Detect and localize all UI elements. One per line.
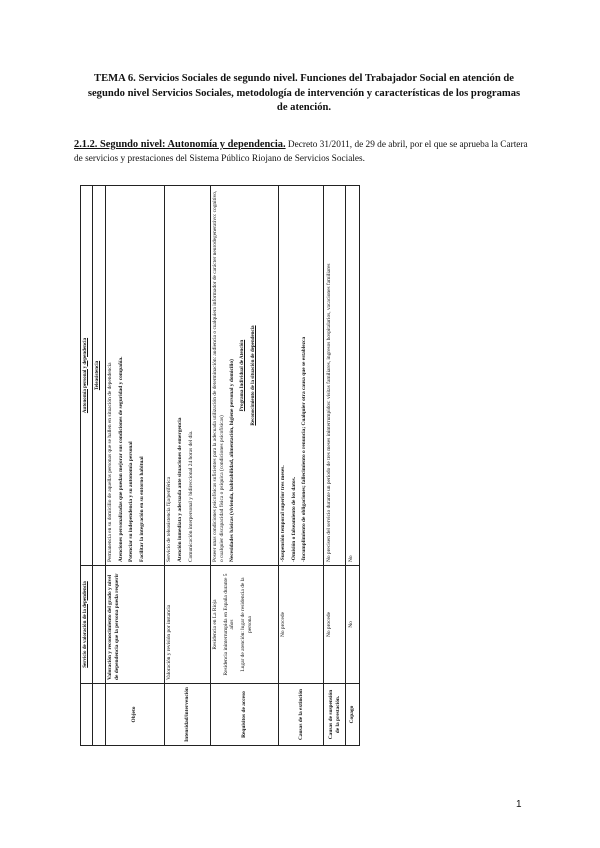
copago-col1: No: [346, 566, 360, 684]
table-row-intensidad: [164, 186, 210, 746]
objeto-item: Atenciones personalizadas que puedan mejorar sus condiciones de seguridad y compañía.: [117, 356, 124, 562]
row-label-requisitos: Requisitos de acceso: [210, 684, 278, 746]
table-header-row: [81, 186, 93, 746]
copago-col2: No: [346, 186, 360, 566]
table-row-extincion: [278, 186, 324, 746]
objeto-item: Potenciar su independencia y su autonomía personal: [128, 441, 135, 562]
table-row-objeto: [105, 186, 164, 746]
row-label-extincion: Causas de la extinción: [278, 684, 324, 746]
extincion-col2: [278, 186, 324, 566]
objeto-col2: [105, 186, 164, 566]
services-table: [80, 185, 360, 746]
requisitos-item: Residencia ininterrumpida en España durante 5 años: [222, 573, 236, 676]
row-label-intensidad: Intensidad/intervención: [164, 684, 210, 746]
page-number: 1: [516, 799, 522, 810]
requisitos-item: Lugar de atención: lugar de residencia de la persona: [240, 577, 253, 672]
extincion-item: -Omisión o falseamiento de los datos.: [290, 476, 297, 562]
requisitos-subitem: Reconocimiento de la situación de dependencia: [250, 325, 256, 426]
table-row-suspension: [324, 186, 346, 746]
rotated-table-container: [80, 186, 360, 746]
objeto-item: Permanencia en su domicilio de aquellas personas que se hallen en situación de dependencia: [107, 362, 114, 562]
extincion-item: -Suspensión temporal superior tres meses.: [280, 465, 287, 562]
row-label-objeto: Objeto: [105, 684, 164, 746]
table-row-copago: [346, 186, 360, 746]
intensidad-col1: Valoración y revisión por instancia: [164, 566, 210, 684]
requisitos-col1: [210, 566, 278, 684]
col2-header-title: Autonomía personal y dependencia: [82, 337, 88, 414]
section-text: Decreto 31/2011, de 29 de abril, por el que se aprueba la Cartera de servicios y prestaciones del Sistema Público Riojano de Servicios Sociales.: [74, 140, 528, 164]
objeto-col1: Valoración y reconocimiento del grado y nivel de dependencia que la persona pueda requerir: [105, 566, 164, 684]
section-intro: [74, 138, 534, 166]
objeto-item: Facilitar la integración en su entorno habitual: [138, 456, 145, 562]
intensidad-item: Atención inmediata y adecuada ante situaciones de emergencia: [177, 417, 184, 562]
row-label-suspension: Causas de suspensión de la prestación.: [324, 684, 346, 746]
intensidad-col2: [164, 186, 210, 566]
requisitos-subitem: Programa Individual de Atención: [240, 339, 246, 412]
document-title: TEMA 6. Servicios Sociales de segundo nivel. Funciones del Trabajador Social en atención de segundo nivel Servicios Sociales, metodología de intervención y características de los programas de atención.: [87, 73, 521, 113]
col2-subheader: Teleasistencia: [93, 186, 105, 566]
requisitos-item: Poseer unas condiciones psicofísicas suficientes para la adecuada utilización de determinación: audiencia o cualquiera informador de carácter neurodegenerativo: cognitivo, o cualquier discapacidad física o psíquica (condiciones psicofísicas): [212, 190, 225, 562]
col1-header: Servicio de valoración de la dependencia: [81, 566, 93, 684]
section-heading: 2.1.2. Segundo nivel: Autonomía y dependencia.: [74, 139, 286, 150]
extincion-col1: No procede: [278, 566, 324, 684]
table-subheader-row: [93, 186, 105, 746]
intensidad-item: Servicio de teleasistencia fija/periférica: [166, 476, 173, 562]
requisitos-item: Necesidades básicas (vivienda, habitabilidad, alimentación, higiene personal y domicilio): [229, 359, 236, 562]
requisitos-item: Residencia en La Rioja: [212, 599, 219, 650]
suspension-col2: No precisen del servicio durante un periodo de tres meses ininterrumpidos: visitas familiares, ingresos hospitalarios, vacaciones familiares: [324, 186, 346, 566]
col2-header: [81, 186, 93, 566]
row-label-copago: Copago: [346, 684, 360, 746]
intensidad-item: Comunicación interpersonal y bidireccional 24 horas del día.: [187, 430, 194, 562]
extincion-item: -Incumplimiento de obligaciones; fallecimiento o renuncia; Cualquier otra causa que se establezca: [301, 336, 308, 562]
table-row-requisitos: [210, 186, 278, 746]
requisitos-col2: [210, 186, 278, 566]
suspension-col1: No procede: [324, 566, 346, 684]
